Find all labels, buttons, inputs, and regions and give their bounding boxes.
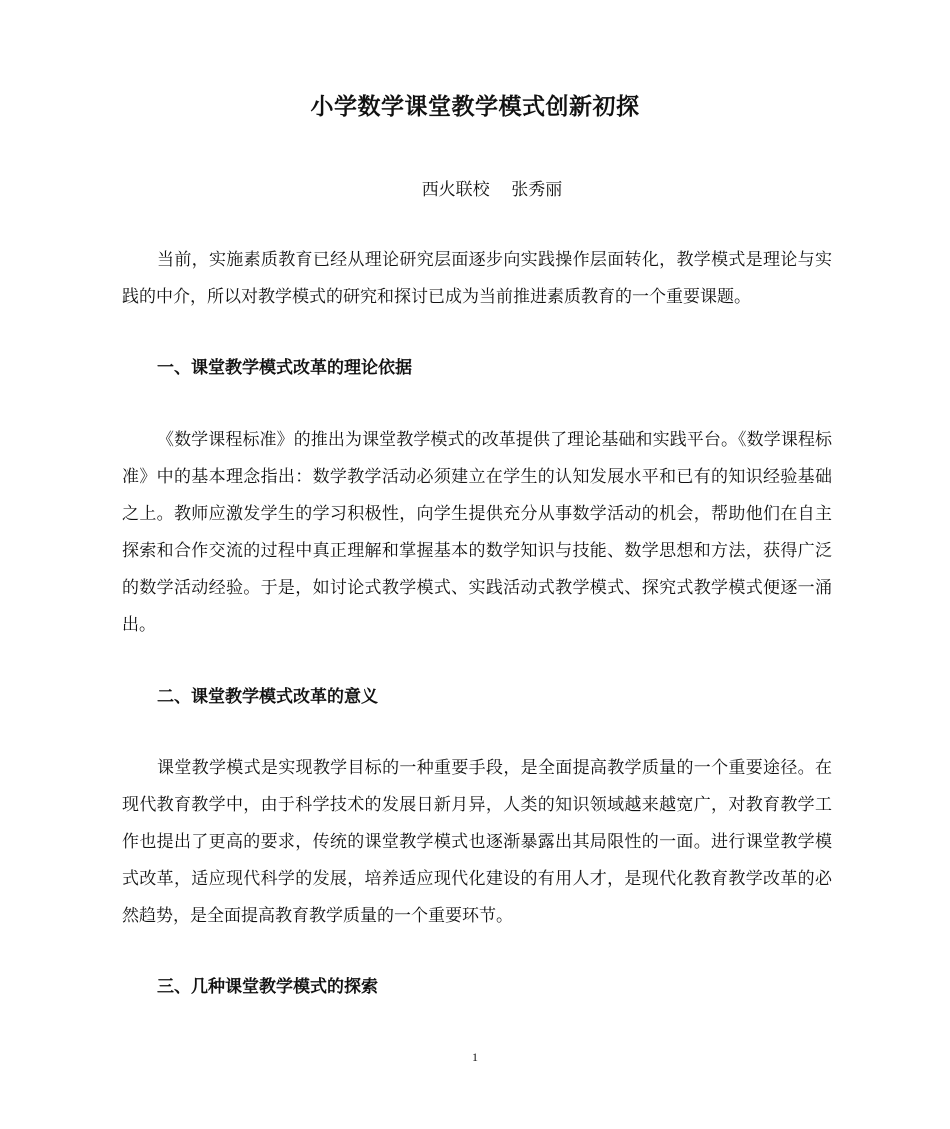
document-title: 小学数学课堂教学模式创新初探 — [310, 94, 640, 120]
section-heading-3: 三、几种课堂教学模式的探索 — [157, 977, 378, 997]
section-1-paragraph: 《数学课程标准》的推出为课堂教学模式的改革提供了理论基础和实践平台。《数学课程标准》中的基本理念指出：数学教学活动必须建立在学生的认知发展水平和已有的知识经验基础之上。教师应激发学生的学习积极性，向学生提供充分从事数学活动的机会，帮助他们在自主探索和合作交流的过程中真正理解和掌握基本的数学知识与技能、数学思想和方法，获得广泛的数学活动经验。于是，如讨论式教学模式、实践活动式教学模式、探究式教学模式便逐一涌出。 — [122, 430, 832, 635]
section-heading-1: 一、课堂教学模式改革的理论依据 — [157, 358, 412, 378]
page-number: 1 — [472, 1050, 478, 1064]
intro-paragraph: 当前，实施素质教育已经从理论研究层面逐步向实践操作层面转化，教学模式是理论与实践的中介，所以对教学模式的研究和探讨已成为当前推进素质教育的一个重要课题。 — [122, 250, 832, 307]
author-line: 西火联校 张秀丽 — [421, 180, 563, 200]
section-heading-2: 二、课堂教学模式改革的意义 — [157, 687, 378, 707]
section-2-paragraph: 课堂教学模式是实现教学目标的一种重要手段，是全面提高教学质量的一个重要途径。在现代教育教学中，由于科学技术的发展日新月异，人类的知识领域越来越宽广，对教育教学工作也提出了更高的要求，传统的课堂教学模式也逐渐暴露出其局限性的一面。进行课堂教学模式改革，适应现代科学的发展，培养适应现代化建设的有用人才，是现代化教育教学改革的必然趋势，是全面提高教育教学质量的一个重要环节。 — [122, 758, 832, 926]
